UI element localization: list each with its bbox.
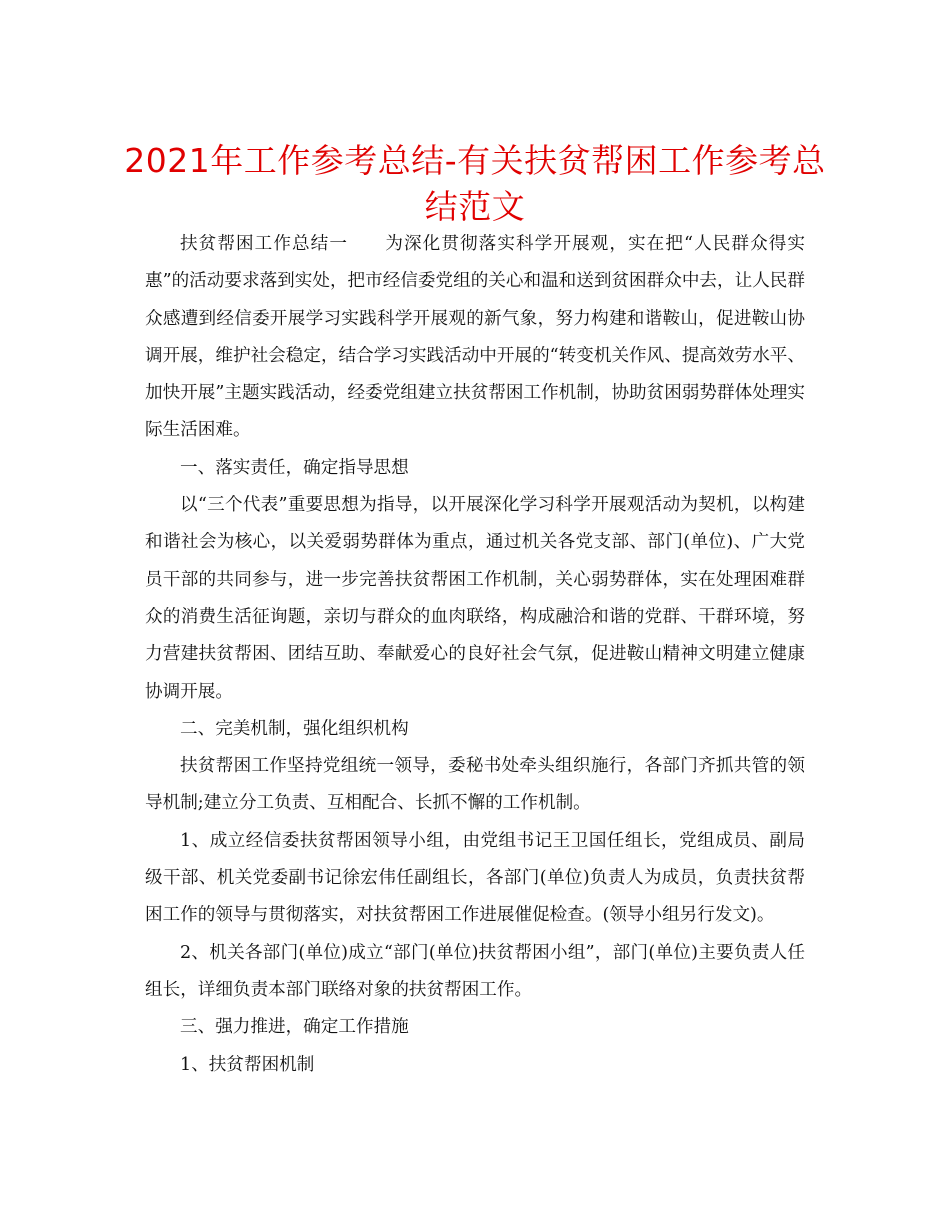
paragraph-item-1: 1、成立经信委扶贫帮困领导小组，由党组书记王卫国任组长，党组成员、副局级干部、机关党委副书记徐宏伟任副组长，各部门(单位)负责人为成员，负责扶贫帮困工作的领导与贯彻落实，对扶贫帮困工作进展催促检查。(领导小组另行发文)。	[145, 830, 805, 926]
section-heading-2: 二、完美机制，强化组织机构	[180, 718, 409, 739]
section-heading-3: 三、强力推进，确定工作措施	[180, 1017, 409, 1038]
subsection-heading-1: 1、扶贫帮困机制	[180, 1054, 315, 1075]
paragraph-leadership-mechanism: 扶贫帮困工作坚持党组统一领导，委秘书处牵头组织施行，各部门齐抓共管的领导机制;建立分工负责、互相配合、长抓不懈的工作机制。	[145, 756, 805, 814]
paragraph-intro: 扶贫帮困工作总结一 为深化贯彻落实科学开展观，实在把“人民群众得实惠”的活动要求落到实处，把市经信委党组的关心和温和送到贫困群众中去，让人民群众感遭到经信委开展学习实践科学开展观的新气象，努力构建和谐鞍山，促进鞍山协调开展，维护社会稳定，结合学习实践活动中开展的“转变机关作风、提高效劳水平、加快开展”主题实践活动，经委党组建立扶贫帮困工作机制，协助贫困弱势群体处理实际生活困难。	[145, 234, 805, 441]
section-heading-1: 一、落实责任，确定指导思想	[180, 457, 409, 478]
paragraph-item-2: 2、机关各部门(单位)成立“部门(单位)扶贫帮困小组”，部门(单位)主要负责人任组长，详细负责本部门联络对象的扶贫帮困工作。	[145, 942, 805, 1000]
document-title: 2021年工作参考总结-有关扶贫帮困工作参考总结范文	[124, 141, 826, 226]
document-body	[145, 226, 805, 1084]
paragraph-guiding-thought: 以“三个代表”重要思想为指导，以开展深化学习科学开展观活动为契机，以构建和谐社会为核心，以关爱弱势群体为重点，通过机关各党支部、部门(单位)、广大党员干部的共同参与，进一步完善扶贫帮困工作机制，关心弱势群体，实在处理困难群众的消费生活征询题，亲切与群众的血肉联络，构成融洽和谐的党群、干群环境，努力营建扶贫帮困、团结互助、奉献爱心的良好社会气氛，促进鞍山精神文明建立健康协调开展。	[145, 495, 805, 702]
